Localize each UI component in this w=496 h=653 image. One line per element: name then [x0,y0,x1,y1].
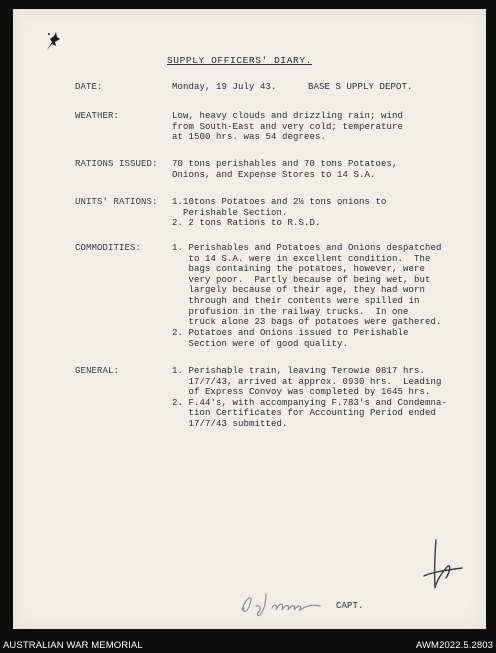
date-label: DATE: [75,82,103,92]
weather-line: Low, heavy clouds and drizzling rain; wind [172,111,404,121]
commodities-line: bags containing the potatoes, however, were [172,264,426,275]
general-line: 17/7/43 submitted. [172,419,288,429]
depot-name: BASE S UPPLY DEPOT. [308,82,413,92]
handwritten-initial [418,538,464,602]
commodities-line: very poor. Partly because of being wet, but [172,274,431,285]
general-line: of Express Convoy was completed by 1645 hrs. [172,387,431,398]
diary-title: SUPPLY OFFICERS' DIARY. [167,55,312,66]
units-rations-label: UNITS' RATIONS: [75,197,158,207]
commodities-line: 2. Potatoes and Onions issued to Perishable [172,328,409,338]
commodities-label: COMMODITIES: [75,243,142,253]
commodities-line: 1. Perishables and Potatoes and Onions despatched [172,243,442,253]
weather-line: from South-East and very cold; temperature [172,121,404,132]
commodities-line: largely because of their age, they had worn [172,285,426,296]
ink-blot-mark [44,30,62,52]
signature-rank: CAPT. [336,601,364,611]
general-line: tion Certificates for Accounting Period ended [172,408,437,419]
rations-issued-line: 70 tons perishables and 70 tons Potatoes, [172,159,398,169]
handwritten-signature [236,588,334,618]
commodities-line: Section were of good quality. [172,338,349,349]
rations-issued-label: RATIONS ISSUED: [75,159,158,169]
commodities-line: to 14 S.A. were in excellent condition. The [172,253,431,264]
commodities-line: truck alone 23 bags of potatoes were gathered. [172,317,442,328]
units-rations-line: 1.10tons Potatoes and 2½ tons onions to [172,197,387,207]
general-line: 17/7/43, arrived at approx. 0930 hrs. Leading [172,376,442,387]
general-line: 2. F.44's, with accompanying F.783's and Condemna- [172,397,448,408]
general-label: GENERAL: [75,366,120,376]
weather-label: WEATHER: [75,111,120,121]
general-line: 1. Perishable train, leaving Terowie 0817 hrs. [172,366,426,376]
units-rations-line: Perishable Section. [172,207,288,218]
weather-line: at 1500 hrs. was 54 degrees. [172,132,327,143]
footer-credit: AUSTRALIAN WAR MEMORIAL [3,640,143,651]
units-rations-line: 2. 2 tons Rations to R.S.D. [172,218,321,229]
date-value: Monday, 19 July 43. [172,82,277,92]
commodities-line: through and their contents were spilled in [172,296,420,306]
footer-accession-number: AWM2022.5.2803 [415,640,493,651]
rations-issued-line: Onions, and Expense Stores to 14 S.A. [172,169,376,180]
commodities-line: profusion in the railway trucks. In one [172,306,409,317]
